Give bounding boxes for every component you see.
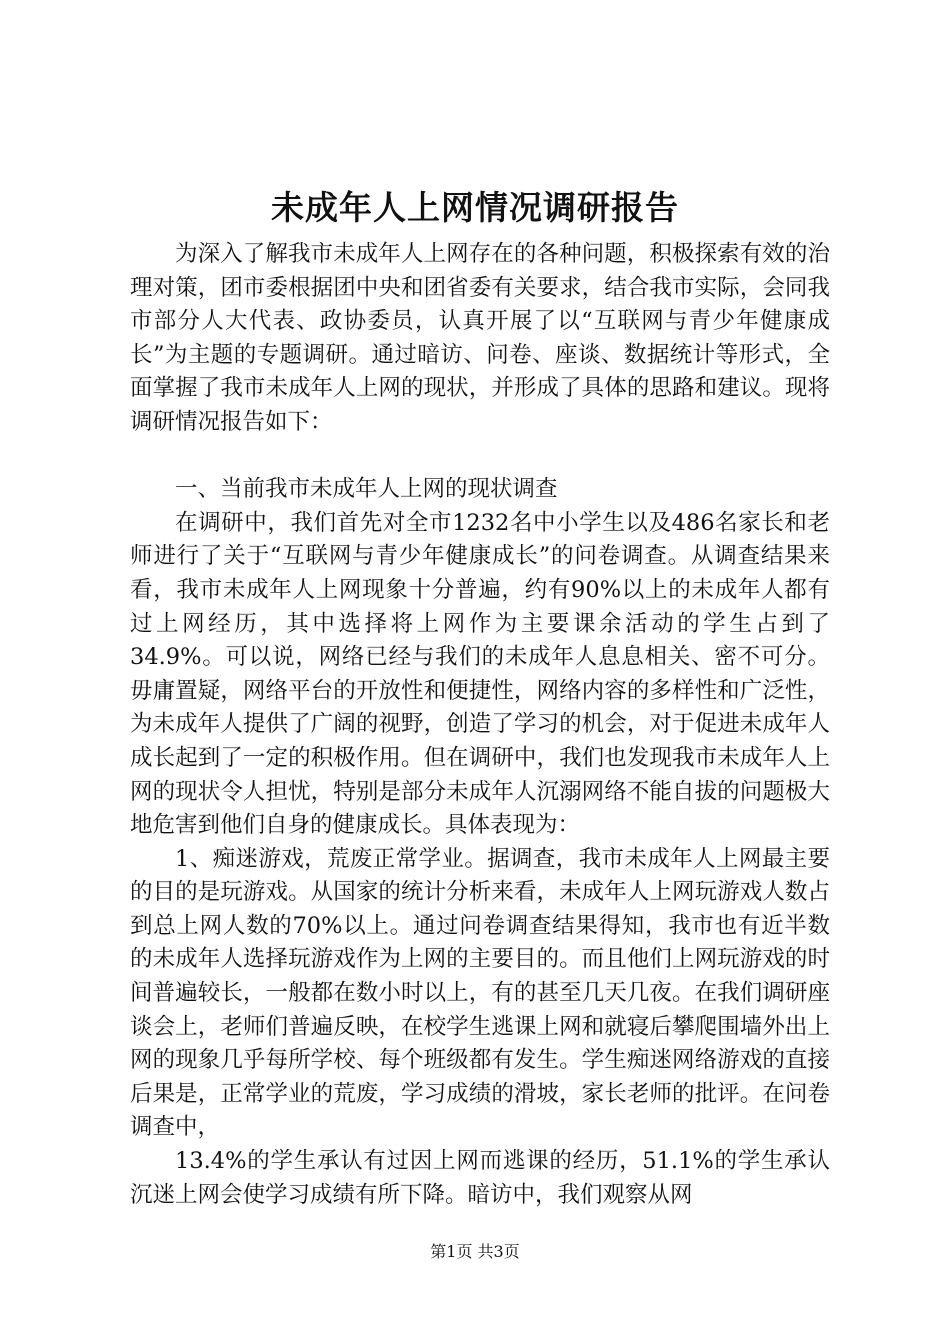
games-paragraph: 1、痴迷游戏，荒废正常学业。据调查，我市未成年人上网最主要的目的是玩游戏。从国家的统计分析来看，未成年人上网玩游戏人数占到总上网人数的70%以上。通过问卷调查结果得知，我市也有近半数的未成年人选择玩游戏作为上网的主要目的。而且他们上网玩游戏的时间普遍较长，一般都在数小时以上，有的甚至几天几夜。在我们调研座谈会上，老师们普遍反映，在校学生逃课上网和就寝后攀爬围墙外出上网的现象几乎每所学校、每个班级都有发生。学生痴迷网络游戏的直接后果是，正常学业的荒废，学习成绩的滑坡，家长老师的批评。在问卷调查中， bbox=[130, 845, 830, 1141]
section-heading: 一、当前我市未成年人上网的现状调查 bbox=[175, 476, 558, 503]
document-body bbox=[130, 238, 830, 1212]
document-title: 未成年人上网情况调研报告 bbox=[271, 188, 679, 227]
truancy-paragraph: 13.4%的学生承认有过因上网而逃课的经历，51.1%的学生承认沉迷上网会使学习成绩有所下降。暗访中，我们观察从网 bbox=[130, 1148, 830, 1208]
page-number-footer: 第1页 共3页 bbox=[430, 1242, 520, 1261]
intro-paragraph: 为深入了解我市未成年人上网存在的各种问题，积极探索有效的治理对策，团市委根据团中央和团省委有关要求，结合我市实际，会同我市部分人大代表、政协委员，认真开展了以“互联网与青少年健康成长”为主题的专题调研。通过暗访、问卷、座谈、数据统计等形式，全面掌握了我市未成年人上网的现状，并形成了具体的思路和建议。现将调研情况报告如下： bbox=[130, 241, 830, 435]
survey-paragraph: 在调研中，我们首先对全市1232名中小学生以及486名家长和老师进行了关于“互联网与青少年健康成长”的问卷调查。从调查结果来看，我市未成年人上网现象十分普遍，约有90%以上的未成年人都有过上网经历，其中选择将上网作为主要课余活动的学生占到了34.9%。可以说，网络已经与我们的未成年人息息相关、密不可分。毋庸置疑，网络平台的开放性和便捷性，网络内容的多样性和广泛性，为未成年人提供了广阔的视野，创造了学习的机会，对于促进未成年人成长起到了一定的积极作用。但在调研中，我们也发现我市未成年人上网的现状令人担忧，特别是部分未成年人沉溺网络不能自拔的问题极大地危害到他们自身的健康成长。具体表现为： bbox=[130, 509, 830, 839]
